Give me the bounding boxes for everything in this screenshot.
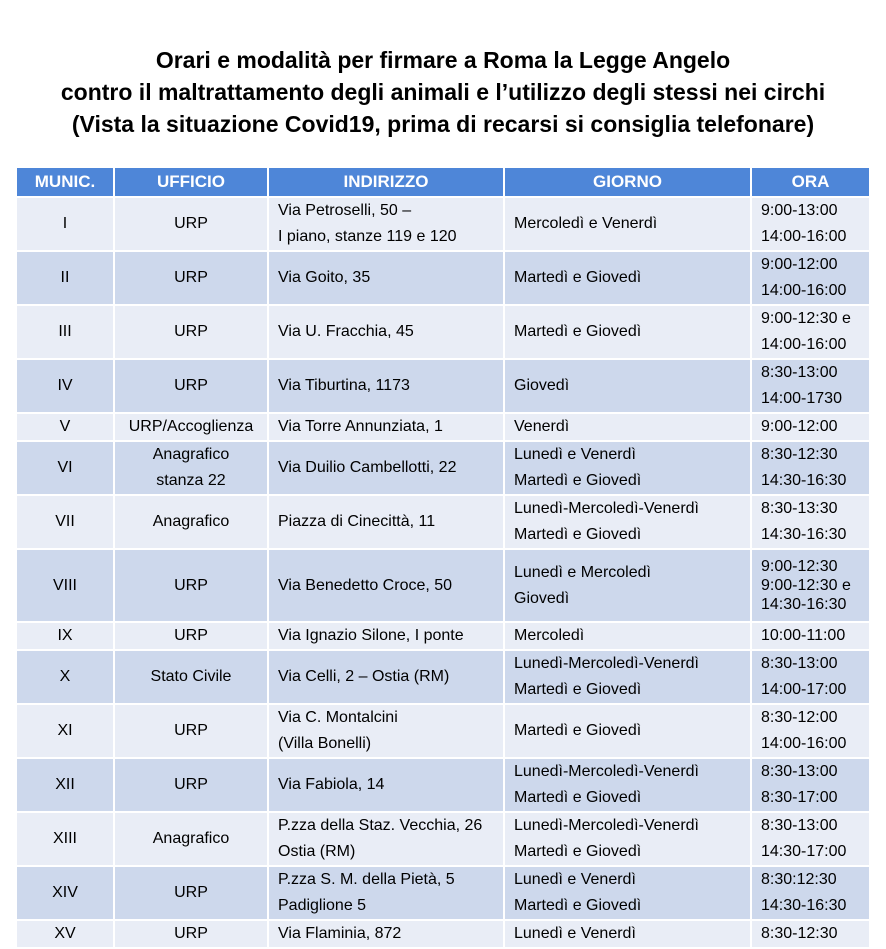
giorno-cell-line: Martedì e Giovedì — [514, 526, 642, 543]
ora-cell — [751, 549, 870, 622]
ufficio-cell — [114, 704, 268, 758]
giorno-cell-line: Lunedì e Venerdì — [514, 925, 636, 942]
ora-cell — [751, 495, 870, 549]
munic-cell: I — [16, 197, 114, 251]
giorno-cell — [504, 305, 751, 359]
munic-cell: IX — [16, 622, 114, 650]
indirizzo-cell — [268, 622, 504, 650]
ufficio-cell — [114, 197, 268, 251]
header-indirizzo: INDIRIZZO — [268, 167, 504, 197]
indirizzo-cell-line: Via Petroselli, 50 – — [278, 202, 412, 219]
ufficio-cell — [114, 495, 268, 549]
giorno-cell — [504, 413, 751, 441]
indirizzo-cell — [268, 704, 504, 758]
table-body — [16, 197, 870, 948]
ufficio-cell — [114, 251, 268, 305]
ufficio-cell — [114, 758, 268, 812]
indirizzo-cell — [268, 920, 504, 948]
indirizzo-cell — [268, 812, 504, 866]
ora-cell — [751, 866, 870, 920]
indirizzo-cell-line: Via Celli, 2 – Ostia (RM) — [278, 668, 450, 685]
giorno-cell-line: Martedì e Giovedì — [514, 789, 642, 806]
table-row — [16, 549, 870, 622]
giorno-cell-line: Giovedì — [514, 377, 570, 394]
giorno-cell — [504, 758, 751, 812]
giorno-cell-line: Martedì e Giovedì — [514, 843, 642, 860]
ora-cell-line: 9:00-12:00 — [761, 256, 838, 273]
indirizzo-cell — [268, 305, 504, 359]
indirizzo-cell-line: Via Ignazio Silone, I ponte — [278, 627, 464, 644]
indirizzo-cell — [268, 197, 504, 251]
giorno-cell-line: Martedì e Giovedì — [514, 897, 642, 914]
giorno-cell-line: Mercoledì e Venerdì — [514, 215, 658, 232]
header-ora: ORA — [751, 167, 870, 197]
indirizzo-cell-line: P.zza S. M. della Pietà, 5 — [278, 871, 455, 888]
ora-cell — [751, 413, 870, 441]
indirizzo-cell-line: Piazza di Cinecittà, 11 — [278, 513, 436, 530]
giorno-cell-line: Lunedì e Mercoledì — [514, 563, 651, 581]
ufficio-cell-line: Anagrafico — [152, 446, 230, 463]
document-title — [0, 44, 886, 140]
indirizzo-cell-line: Via Torre Annunziata, 1 — [278, 418, 443, 435]
ufficio-cell-line: URP — [174, 269, 208, 286]
giorno-cell-line: Venerdì — [514, 418, 570, 435]
giorno-cell — [504, 197, 751, 251]
ora-cell — [751, 197, 870, 251]
munic-cell: VI — [16, 441, 114, 495]
ufficio-cell-line: URP — [174, 323, 208, 340]
ora-cell-line: 14:30-16:30 — [761, 526, 847, 543]
ufficio-cell — [114, 359, 268, 413]
ufficio-cell-line: Anagrafico — [152, 830, 230, 847]
ufficio-cell-line: URP — [174, 627, 208, 644]
table-row — [16, 704, 870, 758]
indirizzo-cell — [268, 866, 504, 920]
title-line-1: Orari e modalità per firmare a Roma la Legge Angelo — [155, 47, 731, 73]
giorno-cell — [504, 549, 751, 622]
giorno-cell-line: Martedì e Giovedì — [514, 269, 642, 286]
ora-cell — [751, 758, 870, 812]
indirizzo-cell — [268, 549, 504, 622]
giorno-cell-line: Lunedì-Mercoledì-Venerdì — [514, 655, 699, 672]
ufficio-cell — [114, 650, 268, 704]
ora-cell — [751, 622, 870, 650]
giorno-cell — [504, 495, 751, 549]
giorno-cell-line: Lunedì e Venerdì — [514, 446, 636, 463]
table-row — [16, 758, 870, 812]
table-row — [16, 251, 870, 305]
ora-cell-line: 9:00-12:30 — [761, 558, 838, 575]
giorno-cell-line: Martedì e Giovedì — [514, 722, 642, 739]
ufficio-cell-line: URP — [174, 576, 208, 594]
giorno-cell-line: Martedì e Giovedì — [514, 681, 642, 698]
table-row — [16, 920, 870, 948]
munic-cell: VII — [16, 495, 114, 549]
table-row — [16, 413, 870, 441]
ora-cell — [751, 359, 870, 413]
munic-cell: XII — [16, 758, 114, 812]
ufficio-cell-line: URP — [174, 925, 208, 942]
schedule-table — [15, 166, 871, 949]
munic-cell: XIII — [16, 812, 114, 866]
indirizzo-cell — [268, 495, 504, 549]
ora-cell-line: 9:00-13:00 — [761, 202, 838, 219]
giorno-cell — [504, 812, 751, 866]
ora-cell — [751, 305, 870, 359]
munic-cell: VIII — [16, 549, 114, 622]
ora-cell-line: 14:00-16:00 — [761, 282, 847, 299]
giorno-cell — [504, 441, 751, 495]
giorno-cell-line: Martedì e Giovedì — [514, 472, 642, 489]
indirizzo-cell-line: Via Tiburtina, 1173 — [278, 377, 410, 394]
ufficio-cell — [114, 413, 268, 441]
giorno-cell-line: Mercoledì — [514, 627, 585, 644]
ora-cell-line: 14:30-16:30 — [761, 472, 847, 489]
ora-cell-line: 8:30-13:00 — [761, 817, 838, 834]
indirizzo-cell-line: Via Benedetto Croce, 50 — [278, 576, 453, 594]
ufficio-cell-line: stanza 22 — [156, 472, 226, 489]
ora-cell-line: 8:30-12:30 — [761, 446, 838, 463]
indirizzo-cell-line: Padiglione 5 — [278, 897, 367, 914]
table-row — [16, 622, 870, 650]
indirizzo-cell-line: Via Goito, 35 — [278, 269, 371, 286]
ora-cell-line: 9:00-12:00 — [761, 418, 838, 435]
ora-cell-line: 8:30-13:30 — [761, 500, 838, 517]
ora-cell-line: 14:00-16:00 — [761, 336, 847, 353]
ora-cell-line: 14:30-16:30 — [761, 897, 847, 914]
ufficio-cell-line: URP/Accoglienza — [128, 418, 254, 435]
ora-cell — [751, 704, 870, 758]
ora-cell-line: 8:30-12:30 — [761, 925, 838, 942]
ufficio-cell — [114, 305, 268, 359]
munic-cell: X — [16, 650, 114, 704]
indirizzo-cell — [268, 758, 504, 812]
ufficio-cell-line: Anagrafico — [152, 513, 230, 530]
header-munic: MUNIC. — [16, 167, 114, 197]
ora-cell — [751, 251, 870, 305]
indirizzo-cell — [268, 441, 504, 495]
indirizzo-cell — [268, 650, 504, 704]
ora-cell-line: 14:00-1730 — [761, 390, 842, 407]
giorno-cell-line: Martedì e Giovedì — [514, 323, 642, 340]
munic-cell: III — [16, 305, 114, 359]
giorno-cell — [504, 650, 751, 704]
giorno-cell-line: Giovedì — [514, 589, 570, 607]
table-row — [16, 441, 870, 495]
ora-cell — [751, 920, 870, 948]
indirizzo-cell-line: Via Fabiola, 14 — [278, 776, 385, 793]
ora-cell — [751, 650, 870, 704]
title-line-2: contro il maltrattamento degli animali e l’utilizzo degli stessi nei circhi — [60, 79, 826, 105]
ufficio-cell — [114, 622, 268, 650]
table-row — [16, 359, 870, 413]
ufficio-cell-line: URP — [174, 722, 208, 739]
header-row — [16, 167, 870, 197]
giorno-cell — [504, 920, 751, 948]
ora-cell — [751, 441, 870, 495]
ora-cell-line: 9:00-12:30 e — [761, 310, 851, 327]
indirizzo-cell — [268, 359, 504, 413]
indirizzo-cell — [268, 251, 504, 305]
giorno-cell — [504, 866, 751, 920]
indirizzo-cell-line: Ostia (RM) — [278, 843, 356, 860]
table-row — [16, 495, 870, 549]
ufficio-cell — [114, 549, 268, 622]
ora-cell-line: 14:00-17:00 — [761, 681, 847, 698]
table-row — [16, 812, 870, 866]
giorno-cell-line: Lunedì-Mercoledì-Venerdì — [514, 817, 699, 834]
table-row — [16, 650, 870, 704]
indirizzo-cell-line: I piano, stanze 119 e 120 — [278, 228, 457, 245]
ufficio-cell — [114, 920, 268, 948]
ora-cell-line: 14:00-16:00 — [761, 735, 847, 752]
giorno-cell — [504, 251, 751, 305]
munic-cell: II — [16, 251, 114, 305]
ora-cell-line: 8:30-13:00 — [761, 763, 838, 780]
munic-cell: XV — [16, 920, 114, 948]
giorno-cell — [504, 704, 751, 758]
giorno-cell-line: Lunedì-Mercoledì-Venerdì — [514, 763, 699, 780]
ora-cell-line: 14:30-17:00 — [761, 843, 847, 860]
indirizzo-cell-line: Via Duilio Cambellotti, 22 — [278, 459, 457, 476]
ufficio-cell-line: URP — [174, 377, 208, 394]
ora-cell-line: 14:30-16:30 — [761, 596, 847, 613]
table-row — [16, 197, 870, 251]
indirizzo-cell-line: Via C. Montalcini — [278, 709, 398, 726]
munic-cell: V — [16, 413, 114, 441]
ufficio-cell — [114, 866, 268, 920]
header-ufficio: UFFICIO — [114, 167, 268, 197]
title-line-3: (Vista la situazione Covid19, prima di recarsi si consiglia telefonare) — [71, 111, 815, 137]
indirizzo-cell — [268, 413, 504, 441]
ufficio-cell-line: URP — [174, 776, 208, 793]
giorno-cell — [504, 622, 751, 650]
ufficio-cell — [114, 441, 268, 495]
ora-cell — [751, 812, 870, 866]
ora-cell-line: 10:00-11:00 — [761, 627, 846, 644]
ufficio-cell-line: URP — [174, 884, 208, 901]
table-row — [16, 866, 870, 920]
giorno-cell — [504, 359, 751, 413]
indirizzo-cell-line: Via U. Fracchia, 45 — [278, 323, 414, 340]
indirizzo-cell-line: Via Flaminia, 872 — [278, 925, 402, 942]
ora-cell-line: 8:30:12:30 — [761, 871, 837, 888]
table-row — [16, 305, 870, 359]
giorno-cell-line: Lunedì e Venerdì — [514, 871, 636, 888]
ora-cell-line: 8:30-17:00 — [761, 789, 838, 806]
giorno-cell-line: Lunedì-Mercoledì-Venerdì — [514, 500, 699, 517]
ufficio-cell-line: URP — [174, 215, 208, 232]
ora-cell-line: 8:30-13:00 — [761, 364, 838, 381]
ufficio-cell — [114, 812, 268, 866]
munic-cell: IV — [16, 359, 114, 413]
munic-cell: XIV — [16, 866, 114, 920]
header-giorno: GIORNO — [504, 167, 751, 197]
munic-cell: XI — [16, 704, 114, 758]
indirizzo-cell-line: P.zza della Staz. Vecchia, 26 — [278, 817, 483, 834]
ora-cell-line: 8:30-13:00 — [761, 655, 838, 672]
ora-cell-line: 8:30-12:00 — [761, 709, 838, 726]
ora-cell-line: 9:00-12:30 e — [761, 577, 851, 594]
indirizzo-cell-line: (Villa Bonelli) — [278, 735, 372, 752]
ufficio-cell-line: Stato Civile — [150, 668, 232, 685]
ora-cell-line: 14:00-16:00 — [761, 228, 847, 245]
